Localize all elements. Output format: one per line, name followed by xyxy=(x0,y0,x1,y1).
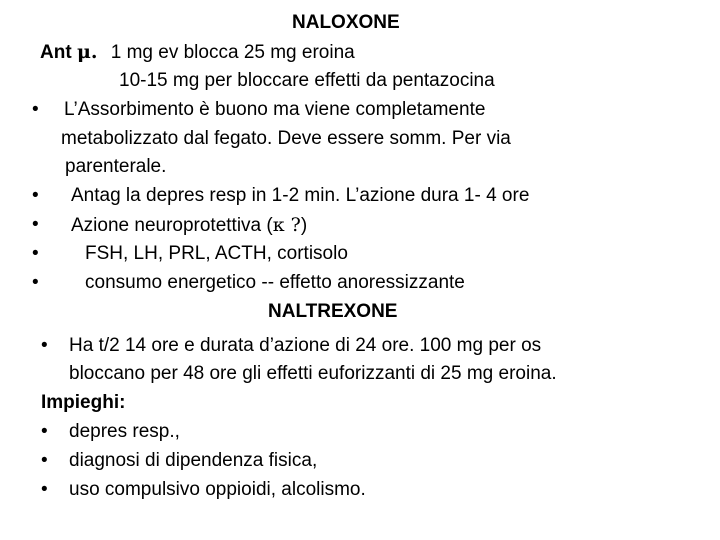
ant-text: 1 mg ev blocca 25 mg eroina xyxy=(110,42,355,63)
bullet-3-post: ) xyxy=(300,215,308,236)
naltrexone-line-2: bloccano per 48 ore gli effetti euforizzanti di 25 mg eroina. xyxy=(69,363,557,384)
bullet-3-pre: Azione neuroprotettiva ( xyxy=(71,215,273,236)
bullet-5-marker: • xyxy=(32,272,39,293)
naloxone-title: NALOXONE xyxy=(292,12,400,33)
impieghi-item-3: uso compulsivo oppioidi, alcolismo. xyxy=(69,479,366,500)
bullet-1-line-3: parenterale. xyxy=(65,156,167,177)
kappa-symbol: κ ? xyxy=(272,214,301,236)
naltrexone-title: NALTREXONE xyxy=(268,301,398,322)
bullet-2-marker: • xyxy=(32,185,39,206)
impieghi-3-marker: • xyxy=(41,479,48,500)
bullet-4-text: FSH, LH, PRL, ACTH, cortisolo xyxy=(85,243,348,264)
mu-symbol: μ. xyxy=(76,41,98,63)
bullet-2-text: Antag la depres resp in 1-2 min. L’azione dura 1- 4 ore xyxy=(71,185,530,206)
bullet-1-line-1: L’Assorbimento è buono ma viene completamente xyxy=(64,99,486,120)
bullet-1-line-2: metabolizzato dal fegato. Deve essere somm. Per via xyxy=(61,128,511,149)
bullet-3-marker: • xyxy=(32,214,39,235)
bullet-5-text: consumo energetico -- effetto anoressizzante xyxy=(85,272,465,293)
ant-line xyxy=(40,40,355,65)
bullet-3-text xyxy=(71,213,307,238)
bullet-1-marker: • xyxy=(32,99,39,120)
impieghi-2-marker: • xyxy=(41,450,48,471)
ant-label: Ant xyxy=(40,42,72,63)
impieghi-item-1: depres resp., xyxy=(69,421,180,442)
impieghi-label: Impieghi: xyxy=(41,392,126,413)
bullet-4-marker: • xyxy=(32,243,39,264)
naltrexone-line-1: Ha t/2 14 ore e durata d’azione di 24 ore. 100 mg per os xyxy=(69,335,542,356)
impieghi-1-marker: • xyxy=(41,421,48,442)
impieghi-item-2: diagnosi di dipendenza fisica, xyxy=(69,450,318,471)
ant-text-2: 10-15 mg per bloccare effetti da pentazocina xyxy=(119,70,495,91)
naltrexone-bullet-marker: • xyxy=(41,335,48,356)
